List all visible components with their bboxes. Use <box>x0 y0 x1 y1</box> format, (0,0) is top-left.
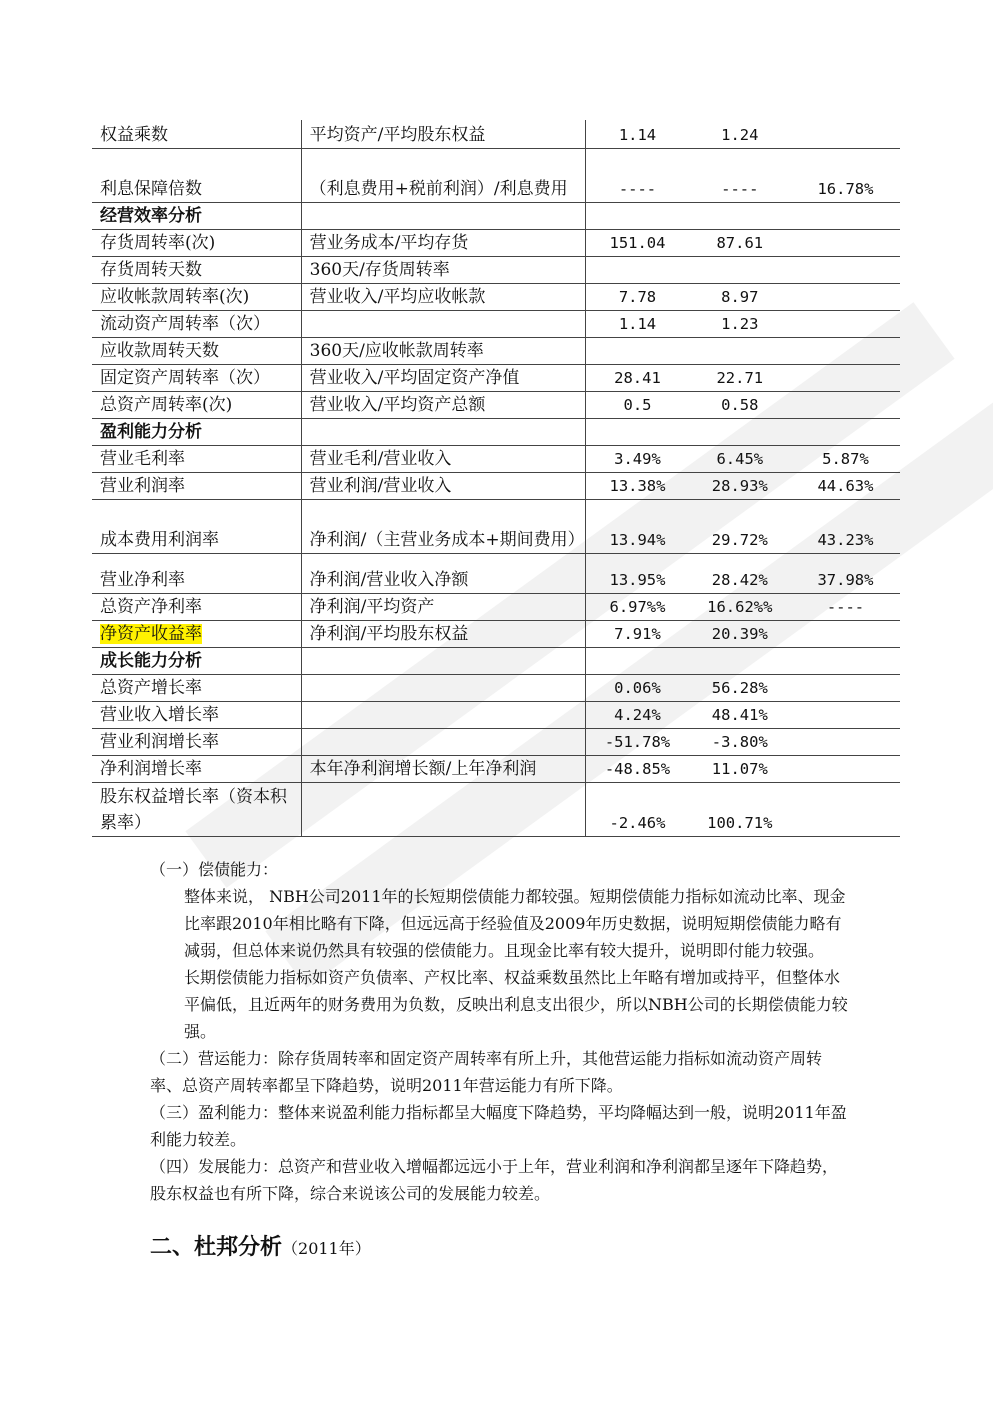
table-row <box>92 728 900 755</box>
value-year-3 <box>791 391 900 418</box>
metric-label: 营业收入增长率 <box>92 701 301 728</box>
table-body <box>92 120 900 836</box>
metric-formula: 营业利润/营业收入 <box>301 472 586 499</box>
section-label: 经营效率分析 <box>92 202 301 229</box>
metric-label: 应收款周转天数 <box>92 337 301 364</box>
value-year-3: 44.63% <box>791 472 900 499</box>
value-year-2 <box>689 337 791 364</box>
metric-label: 净利润增长率 <box>92 755 301 782</box>
metric-formula <box>301 701 586 728</box>
metric-label: 固定资产周转率（次） <box>92 364 301 391</box>
value-year-3 <box>791 229 900 256</box>
value-year-3 <box>791 782 900 836</box>
value-year-2: 20.39% <box>689 620 791 647</box>
empty-cell <box>586 647 900 674</box>
value-year-1: -51.78% <box>586 728 689 755</box>
value-year-3 <box>791 728 900 755</box>
value-year-1: 7.78 <box>586 283 689 310</box>
metric-label: 总资产增长率 <box>92 674 301 701</box>
value-year-3: 5.87% <box>791 445 900 472</box>
table-row <box>92 148 900 202</box>
metric-formula <box>301 782 586 836</box>
value-year-3: 37.98% <box>791 553 900 593</box>
metric-formula: （利息费用+税前利润）/利息费用 <box>301 148 586 202</box>
table-row <box>92 593 900 620</box>
value-year-3: 43.23% <box>791 499 900 553</box>
table-row <box>92 674 900 701</box>
value-year-1: 13.95% <box>586 553 689 593</box>
value-year-1: 7.91% <box>586 620 689 647</box>
paragraph: （一）偿债能力： <box>150 860 279 879</box>
metric-formula: 净利润/（主营业务成本+期间费用） <box>301 499 586 553</box>
table-row <box>92 229 900 256</box>
value-year-3 <box>791 620 900 647</box>
metric-label: 存货周转率(次) <box>92 229 301 256</box>
value-year-3 <box>791 674 900 701</box>
value-year-3 <box>791 701 900 728</box>
value-year-1: 13.94% <box>586 499 689 553</box>
value-year-3 <box>791 364 900 391</box>
section-heading <box>150 1230 371 1261</box>
empty-cell <box>586 202 900 229</box>
value-year-1: -48.85% <box>586 755 689 782</box>
metric-label: 营业利润增长率 <box>92 728 301 755</box>
empty-cell <box>301 647 586 674</box>
value-year-2: 100.71% <box>689 782 791 836</box>
value-year-2: 28.42% <box>689 553 791 593</box>
metric-label: 成本费用利润率 <box>92 499 301 553</box>
metric-formula <box>301 728 586 755</box>
value-year-2: -3.80% <box>689 728 791 755</box>
paragraph: （四）发展能力：总资产和营业收入增幅都远远小于上年，营业利润和净利润都呈逐年下降趋势，股东权益也有所下降，综合来说该公司的发展能力较差。 <box>150 1157 839 1203</box>
value-year-2: 16.62%% <box>689 593 791 620</box>
value-year-2: 22.71 <box>689 364 791 391</box>
section-row <box>92 418 900 445</box>
table-row <box>92 472 900 499</box>
metric-label: 总资产周转率(次) <box>92 391 301 418</box>
metric-label: 存货周转天数 <box>92 256 301 283</box>
value-year-1: ---- <box>586 148 689 202</box>
value-year-3 <box>791 120 900 148</box>
empty-cell <box>586 418 900 445</box>
value-year-1 <box>586 337 689 364</box>
metric-formula: 净利润/营业收入净额 <box>301 553 586 593</box>
metric-formula: 营业收入/平均固定资产净值 <box>301 364 586 391</box>
metric-formula: 营业收入/平均应收帐款 <box>301 283 586 310</box>
metric-formula: 营业务成本/平均存货 <box>301 229 586 256</box>
metric-label: 利息保障倍数 <box>92 148 301 202</box>
section-row <box>92 647 900 674</box>
value-year-2: 56.28% <box>689 674 791 701</box>
paragraph: （二）营运能力：除存货周转率和固定资产周转率有所上升，其他营运能力指标如流动资产周转率、总资产周转率都呈下降趋势，说明2011年营运能力有所下降。 <box>150 1049 823 1095</box>
value-year-2: ---- <box>689 148 791 202</box>
table-row <box>92 701 900 728</box>
empty-cell <box>301 418 586 445</box>
table-row <box>92 391 900 418</box>
value-year-2: 11.07% <box>689 755 791 782</box>
section-label: 盈利能力分析 <box>92 418 301 445</box>
analysis-text <box>150 856 850 1207</box>
table-row <box>92 283 900 310</box>
table-row <box>92 553 900 593</box>
table-row <box>92 782 900 836</box>
metric-label: 流动资产周转率（次） <box>92 310 301 337</box>
metric-label: 营业净利率 <box>92 553 301 593</box>
section-heading-subtitle: （2011年） <box>282 1239 371 1258</box>
section-row <box>92 202 900 229</box>
table-row <box>92 620 900 647</box>
value-year-2: 28.93% <box>689 472 791 499</box>
table-row <box>92 310 900 337</box>
metric-formula: 本年净利润增长额/上年净利润 <box>301 755 586 782</box>
table-row <box>92 256 900 283</box>
value-year-1: 3.49% <box>586 445 689 472</box>
metric-formula: 净利润/平均资产 <box>301 593 586 620</box>
value-year-1: 28.41 <box>586 364 689 391</box>
value-year-1: 1.14 <box>586 120 689 148</box>
metric-label: 营业利润率 <box>92 472 301 499</box>
value-year-2 <box>689 256 791 283</box>
metric-formula: 净利润/平均股东权益 <box>301 620 586 647</box>
value-year-1: 0.5 <box>586 391 689 418</box>
paragraph: 整体来说， NBH公司2011年的长短期偿债能力都较强。短期偿债能力指标如流动比率、现金比率跟2010年相比略有下降，但远远高于经验值及2009年历史数据，说明短期偿债能力略有减弱，但总体来说仍然具有较强的偿债能力。且现金比率有较大提升，说明即付能力较强。 <box>184 887 846 960</box>
value-year-3 <box>791 283 900 310</box>
metric-formula <box>301 310 586 337</box>
table-row <box>92 499 900 553</box>
section-label: 成长能力分析 <box>92 647 301 674</box>
value-year-2: 29.72% <box>689 499 791 553</box>
metric-formula: 营业毛利/营业收入 <box>301 445 586 472</box>
highlighted-metric-label: 净资产收益率 <box>100 623 202 644</box>
value-year-2: 87.61 <box>689 229 791 256</box>
value-year-1: 6.97%% <box>586 593 689 620</box>
value-year-2: 1.24 <box>689 120 791 148</box>
value-year-3 <box>791 755 900 782</box>
table-row <box>92 755 900 782</box>
table-row <box>92 445 900 472</box>
metric-formula: 360天/应收帐款周转率 <box>301 337 586 364</box>
metric-formula <box>301 674 586 701</box>
metric-label: 股东权益增长率（资本积累率） <box>92 782 301 836</box>
empty-cell <box>301 202 586 229</box>
value-year-1: -2.46% <box>586 782 689 836</box>
table-row <box>92 337 900 364</box>
value-year-3: ---- <box>791 593 900 620</box>
paragraph: （三）盈利能力：整体来说盈利能力指标都呈大幅度下降趋势，平均降幅达到一般，说明2011年盈利能力较差。 <box>150 1103 847 1149</box>
metric-label: 总资产净利率 <box>92 593 301 620</box>
metric-formula: 360天/存货周转率 <box>301 256 586 283</box>
value-year-3 <box>791 337 900 364</box>
value-year-1: 13.38% <box>586 472 689 499</box>
paragraph: 长期偿债能力指标如资产负债率、产权比率、权益乘数虽然比上年略有增加或持平，但整体水平偏低，且近两年的财务费用为负数，反映出利息支出很少，所以NBH公司的长期偿债能力较强。 <box>184 968 848 1041</box>
value-year-3 <box>791 310 900 337</box>
financial-ratio-table <box>92 120 900 837</box>
value-year-2: 1.23 <box>689 310 791 337</box>
value-year-2: 6.45% <box>689 445 791 472</box>
metric-formula: 平均资产/平均股东权益 <box>301 120 586 148</box>
value-year-2: 0.58 <box>689 391 791 418</box>
metric-label: 权益乘数 <box>92 120 301 148</box>
value-year-3: 16.78% <box>791 148 900 202</box>
value-year-1: 4.24% <box>586 701 689 728</box>
value-year-1 <box>586 256 689 283</box>
value-year-1: 151.04 <box>586 229 689 256</box>
value-year-1: 0.06% <box>586 674 689 701</box>
value-year-2: 48.41% <box>689 701 791 728</box>
table-row <box>92 120 900 148</box>
value-year-2: 8.97 <box>689 283 791 310</box>
section-heading-title: 二、杜邦分析 <box>150 1235 283 1260</box>
table-row <box>92 364 900 391</box>
metric-formula: 营业收入/平均资产总额 <box>301 391 586 418</box>
metric-label: 应收帐款周转率(次) <box>92 283 301 310</box>
value-year-3 <box>791 256 900 283</box>
metric-label <box>92 620 301 647</box>
metric-label: 营业毛利率 <box>92 445 301 472</box>
value-year-1: 1.14 <box>586 310 689 337</box>
